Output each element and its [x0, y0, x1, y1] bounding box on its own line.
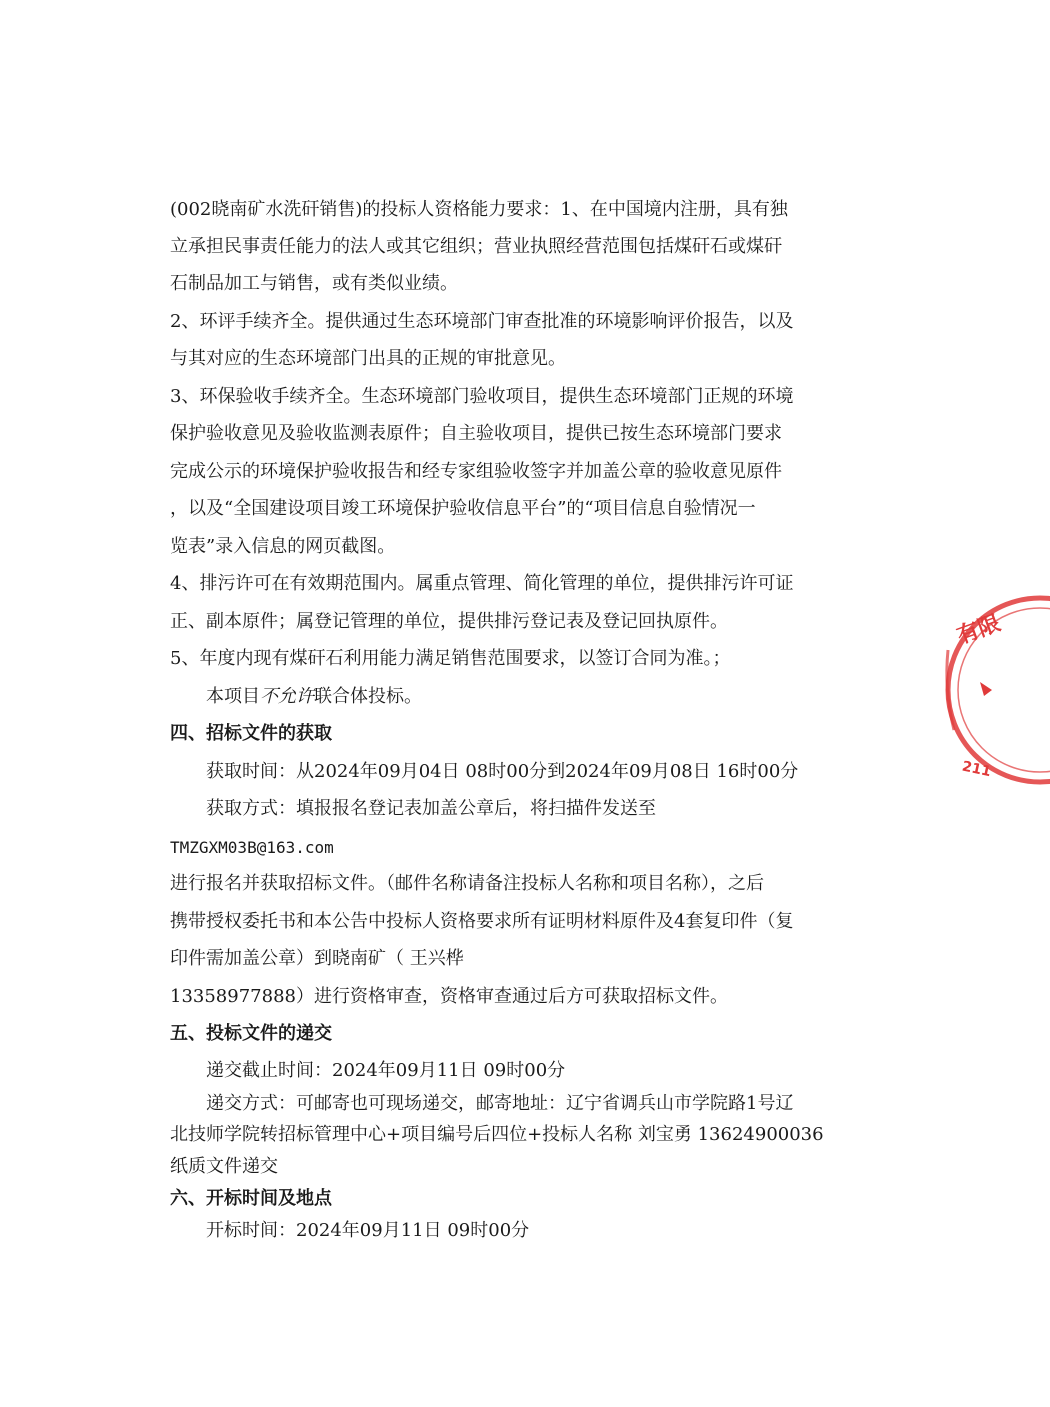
text-line: 石制品加工与销售，或有类似业绩。 — [170, 273, 458, 294]
text-line: 3、环保验收手续齐全。生态环境部门验收项目，提供生态环境部门正规的环境 — [170, 386, 794, 407]
star-icon — [980, 682, 992, 696]
text-line: 立承担民事责任能力的法人或其它组织；营业执照经营范围包括煤矸石或煤矸 — [170, 236, 782, 257]
consortium-emphasis: 不允许 — [260, 686, 314, 707]
submit-deadline: 递交截止时间：2024年09月11日 09时00分 — [206, 1060, 566, 1081]
consortium-prefix: 本项目 — [206, 686, 260, 707]
section6-heading: 六、开标时间及地点 — [170, 1188, 332, 1209]
opening-time: 开标时间：2024年09月11日 09时00分 — [206, 1220, 530, 1241]
text-line: 携带授权委托书和本公告中投标人资格要求所有证明材料原件及4套复印件（复 — [170, 911, 794, 932]
text-line: 与其对应的生态环境部门出具的正规的审批意见。 — [170, 348, 566, 369]
text-line: 进行报名并获取招标文件。（邮件名称请备注投标人名称和项目名称），之后 — [170, 873, 764, 894]
text-line: 北技师学院转招标管理中心+项目编号后四位+投标人名称 刘宝勇 13624900036 — [170, 1124, 824, 1145]
section4-heading: 四、招标文件的获取 — [170, 723, 332, 744]
consortium-suffix: 联合体投标。 — [314, 686, 422, 707]
seal-number: 211 — [960, 758, 993, 781]
text-line: 5、年度内现有煤矸石利用能力满足销售范围要求，以签订合同为准。； — [170, 648, 731, 669]
text-line: 4、排污许可在有效期范围内。属重点管理、简化管理的单位，提供排污许可证 — [170, 573, 794, 594]
text-line: 完成公示的环境保护验收报告和经专家组验收签字并加盖公章的验收意见原件 — [170, 461, 782, 482]
consortium-line — [206, 685, 422, 709]
text-line: 览表”录入信息的网页截图。 — [170, 536, 396, 557]
text-line: 保护验收意见及验收监测表原件；自主验收项目，提供已按生态环境部门要求 — [170, 423, 782, 444]
submit-method: 递交方式：可邮寄也可现场递交，邮寄地址：辽宁省调兵山市学院路1号辽 — [206, 1093, 794, 1114]
text-line: 2、环评手续齐全。提供通过生态环境部门审查批准的环境影响评价报告，以及 — [170, 311, 794, 332]
text-line: ，以及“全国建设项目竣工环境保护验收信息平台”的“项目信息自验情况一 — [170, 498, 756, 519]
seal-text: 有限 — [953, 610, 1004, 650]
text-line: 纸质文件递交 — [170, 1156, 278, 1177]
text-line: 13358977888）进行资格审查，资格审查通过后方可获取招标文件。 — [170, 986, 728, 1007]
text-line: 印件需加盖公章）到晓南矿（ 王兴桦 — [170, 948, 464, 969]
obtain-method: 获取方式：填报报名登记表加盖公章后，将扫描件发送至 — [206, 798, 656, 819]
text-line: (002晓南矿水洗矸销售)的投标人资格能力要求：1、在中国境内注册，具有独 — [170, 199, 788, 220]
text-line: 正、副本原件；属登记管理的单位，提供排污登记表及登记回执原件。 — [170, 611, 728, 632]
obtain-time: 获取时间：从2024年09月04日 08时00分到2024年09月08日 16时00分 — [206, 761, 799, 782]
section5-heading: 五、投标文件的递交 — [170, 1023, 332, 1044]
email-address: TMZGXM03B@163.com — [170, 838, 334, 857]
company-seal — [940, 590, 1050, 790]
